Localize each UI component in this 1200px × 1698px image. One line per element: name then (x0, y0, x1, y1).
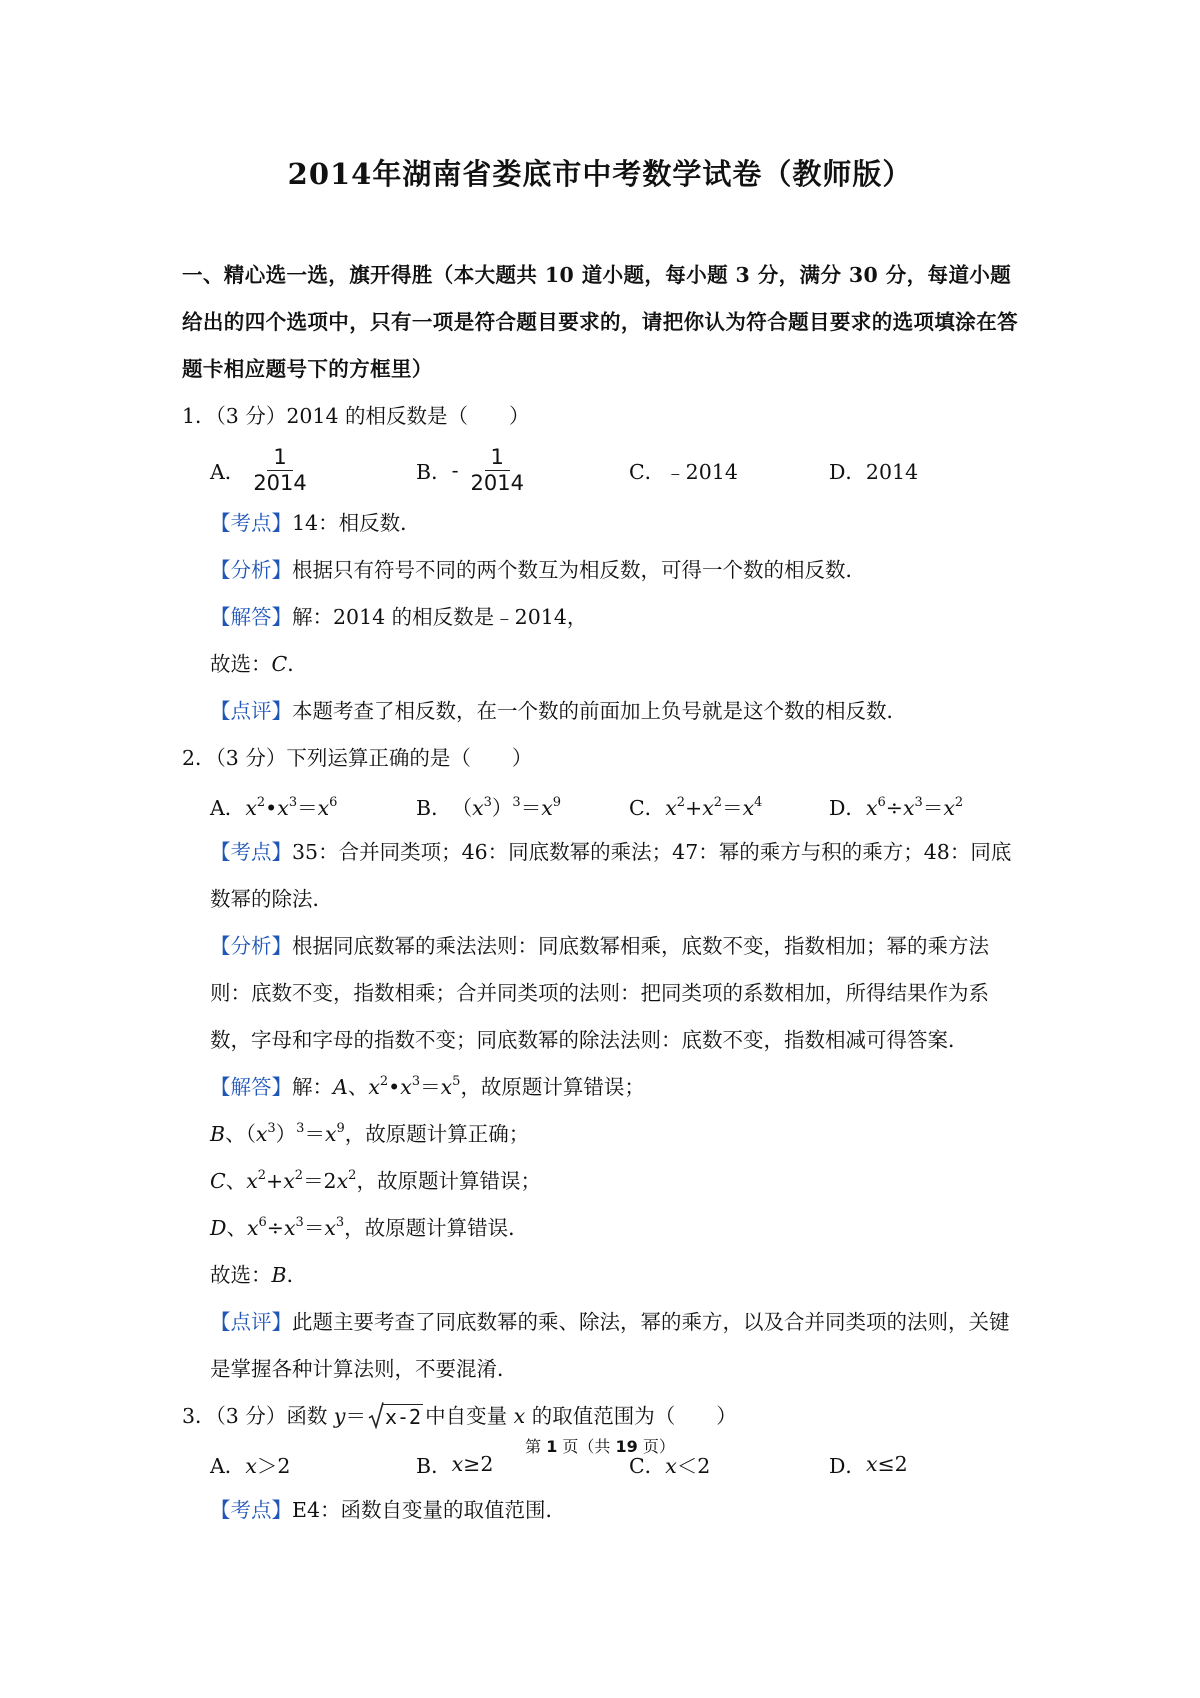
dianping-text: 本题考查了相反数，在一个数的前面加上负号就是这个数的相反数． (292, 699, 907, 723)
tag-jieda: 【解答】 (210, 605, 292, 629)
q2-step-c (182, 1158, 1027, 1205)
question-1-options (182, 440, 1027, 500)
question-3-stem (182, 1393, 1027, 1440)
fenxi-text: 根据同底数幂的乘法法则：同底数幂相乘，底数不变，指数相加；幂的乘方法则：底数不变，指数相乘；合并同类项的法则：把同类项的系数相加，所得结果作为系数，字母和字母的指数不变；同底数幂的除法法则：底数不变，指数相减可得答案． (210, 934, 989, 1052)
fenxi-text: 根据只有符号不同的两个数互为相反数，可得一个数的相反数． (292, 558, 866, 582)
q2-option-b (416, 791, 629, 821)
jieda-text: 解：2014 的相反数是﹣2014， (292, 605, 588, 629)
minus-sign: - (451, 458, 459, 482)
option-label: C． (629, 1453, 666, 1478)
answer-letter: C (271, 652, 288, 676)
math-expression: $x^6\div x^3=x^2$ (865, 794, 964, 820)
footer-prefix: 第 (525, 1437, 547, 1456)
q2-option-a (210, 791, 416, 821)
math-expression: x≥2 (451, 1451, 494, 1476)
tag-fenxi: 【分析】 (210, 558, 292, 582)
option-label: A． (210, 795, 246, 820)
question-2-options (182, 782, 1027, 829)
stem-end: 的取值范围为（ ） (525, 1404, 737, 1428)
q1-option-b (416, 445, 629, 496)
numerator: 1 (267, 445, 292, 471)
math-expression: y＝ (333, 1404, 366, 1428)
question-2-stem: 2．（3 分）下列运算正确的是（ ） (182, 746, 533, 770)
q1-dianping (182, 688, 1027, 735)
denominator: 2014 (470, 470, 524, 495)
option-label: B． (416, 795, 452, 820)
q1-option-c: C．﹣2014 (629, 460, 738, 484)
total-pages: 19 (615, 1437, 638, 1456)
tag-kaodian: 【考点】 (210, 511, 292, 535)
tag-jieda: 【解答】 (210, 1075, 292, 1099)
kaodian-text: 14：相反数． (292, 511, 421, 535)
math-expression: B、$(x^3)^3=x^9$ (210, 1121, 345, 1146)
dianping-text: 此题主要考查了同底数幂的乘、除法，幂的乘方，以及合并同类项的法则，关键是掌握各种计算法则，不要混淆． (210, 1310, 1010, 1381)
q1-option-a (210, 445, 416, 496)
content-body (182, 252, 1027, 1534)
math-expression: x＜2 (665, 1453, 711, 1478)
variable-x: x (513, 1404, 526, 1428)
math-expression: x≤2 (865, 1451, 908, 1476)
result-text: ，故原题计算错误； (356, 1169, 541, 1193)
section-heading: 一、精心选一选，旗开得胜（本大题共 10 道小题，每小题 3 分，满分 30 分，每道小题给出的四个选项中，只有一项是符合题目要求的，请把你认为符合题目要求的选项填涂在答题卡相应题号下的方框里） (182, 263, 1018, 381)
radical-sign-icon (368, 1401, 384, 1429)
q2-step-d (182, 1205, 1027, 1252)
result-text: ，故原题计算正确； (344, 1122, 530, 1146)
q1-fenxi (182, 547, 1027, 594)
option-label: D． (829, 1453, 866, 1478)
option-label: A． (210, 1453, 246, 1478)
option-label: B． (416, 460, 452, 484)
q2-option-d (829, 791, 963, 821)
math-expression: $x^2+x^2=x^4$ (665, 794, 763, 820)
square-root (368, 1401, 423, 1429)
choose-suffix: ． (287, 652, 308, 676)
page-footer (0, 1434, 1200, 1457)
math-expression: A、$x^2•x^3=x^5$ (333, 1074, 461, 1099)
denominator: 2014 (253, 470, 307, 495)
q2-jieda (182, 1064, 1027, 1111)
kaodian-text: E4：函数自变量的取值范围． (292, 1498, 567, 1522)
q2-choose (182, 1252, 1027, 1299)
numerator: 1 (485, 445, 510, 471)
q1-kaodian (182, 500, 1027, 547)
q1-option-d: D．2014 (829, 460, 919, 484)
q3-kaodian (182, 1487, 1027, 1534)
option-label: C． (629, 795, 666, 820)
math-expression: C、$x^2+x^2=2x^2$ (210, 1168, 357, 1193)
kaodian-text: 35：合并同类项；46：同底数幂的乘法；47：幂的乘方与积的乘方；48：同底数幂的除法． (210, 840, 1012, 911)
choose-prefix: 故选： (210, 1263, 272, 1287)
q2-step-b (182, 1111, 1027, 1158)
q2-kaodian (182, 829, 1027, 923)
jieda-prefix: 解： (292, 1075, 333, 1099)
q1-jieda (182, 594, 1027, 641)
tag-kaodian: 【考点】 (210, 840, 292, 864)
footer-middle: 页（共 (557, 1437, 616, 1456)
page-number: 1 (546, 1437, 558, 1456)
choose-suffix: ． (286, 1263, 308, 1287)
tag-dianping: 【点评】 (210, 1310, 292, 1334)
math-expression: $x^2•x^3=x^6$ (245, 794, 338, 820)
question-1-stem: 1．（3 分）2014 的相反数是（ ） (182, 404, 530, 428)
math-expression: D、$x^6\div x^3=x^3$ (210, 1215, 345, 1240)
stem-prefix: 3．（3 分）函数 (182, 1404, 334, 1428)
result-text: ，故原题计算错误； (460, 1075, 645, 1099)
option-label: D． (829, 795, 866, 820)
tag-kaodian: 【考点】 (210, 1498, 292, 1522)
q2-dianping (182, 1299, 1027, 1393)
result-text: ，故原题计算错误． (344, 1216, 529, 1240)
fraction (467, 445, 528, 496)
choose-prefix: 故选： (210, 652, 272, 676)
math-expression: x＞2 (245, 1453, 291, 1478)
footer-suffix: 页） (637, 1437, 675, 1456)
fraction (249, 445, 310, 496)
answer-letter: B (271, 1263, 287, 1287)
q2-fenxi (182, 923, 1027, 1064)
q1-choose (182, 641, 1027, 688)
q2-option-c (629, 791, 829, 821)
radicand: x-2 (384, 1405, 422, 1429)
math-expression: $(x^3)^3=x^9$ (451, 794, 562, 820)
tag-dianping: 【点评】 (210, 699, 292, 723)
option-label: B． (416, 1453, 452, 1478)
page-title: 2014年湖南省娄底市中考数学试卷（教师版） (287, 157, 913, 191)
stem-suffix: 中自变量 (425, 1404, 514, 1428)
tag-fenxi: 【分析】 (210, 934, 292, 958)
option-label: A． (210, 460, 246, 484)
